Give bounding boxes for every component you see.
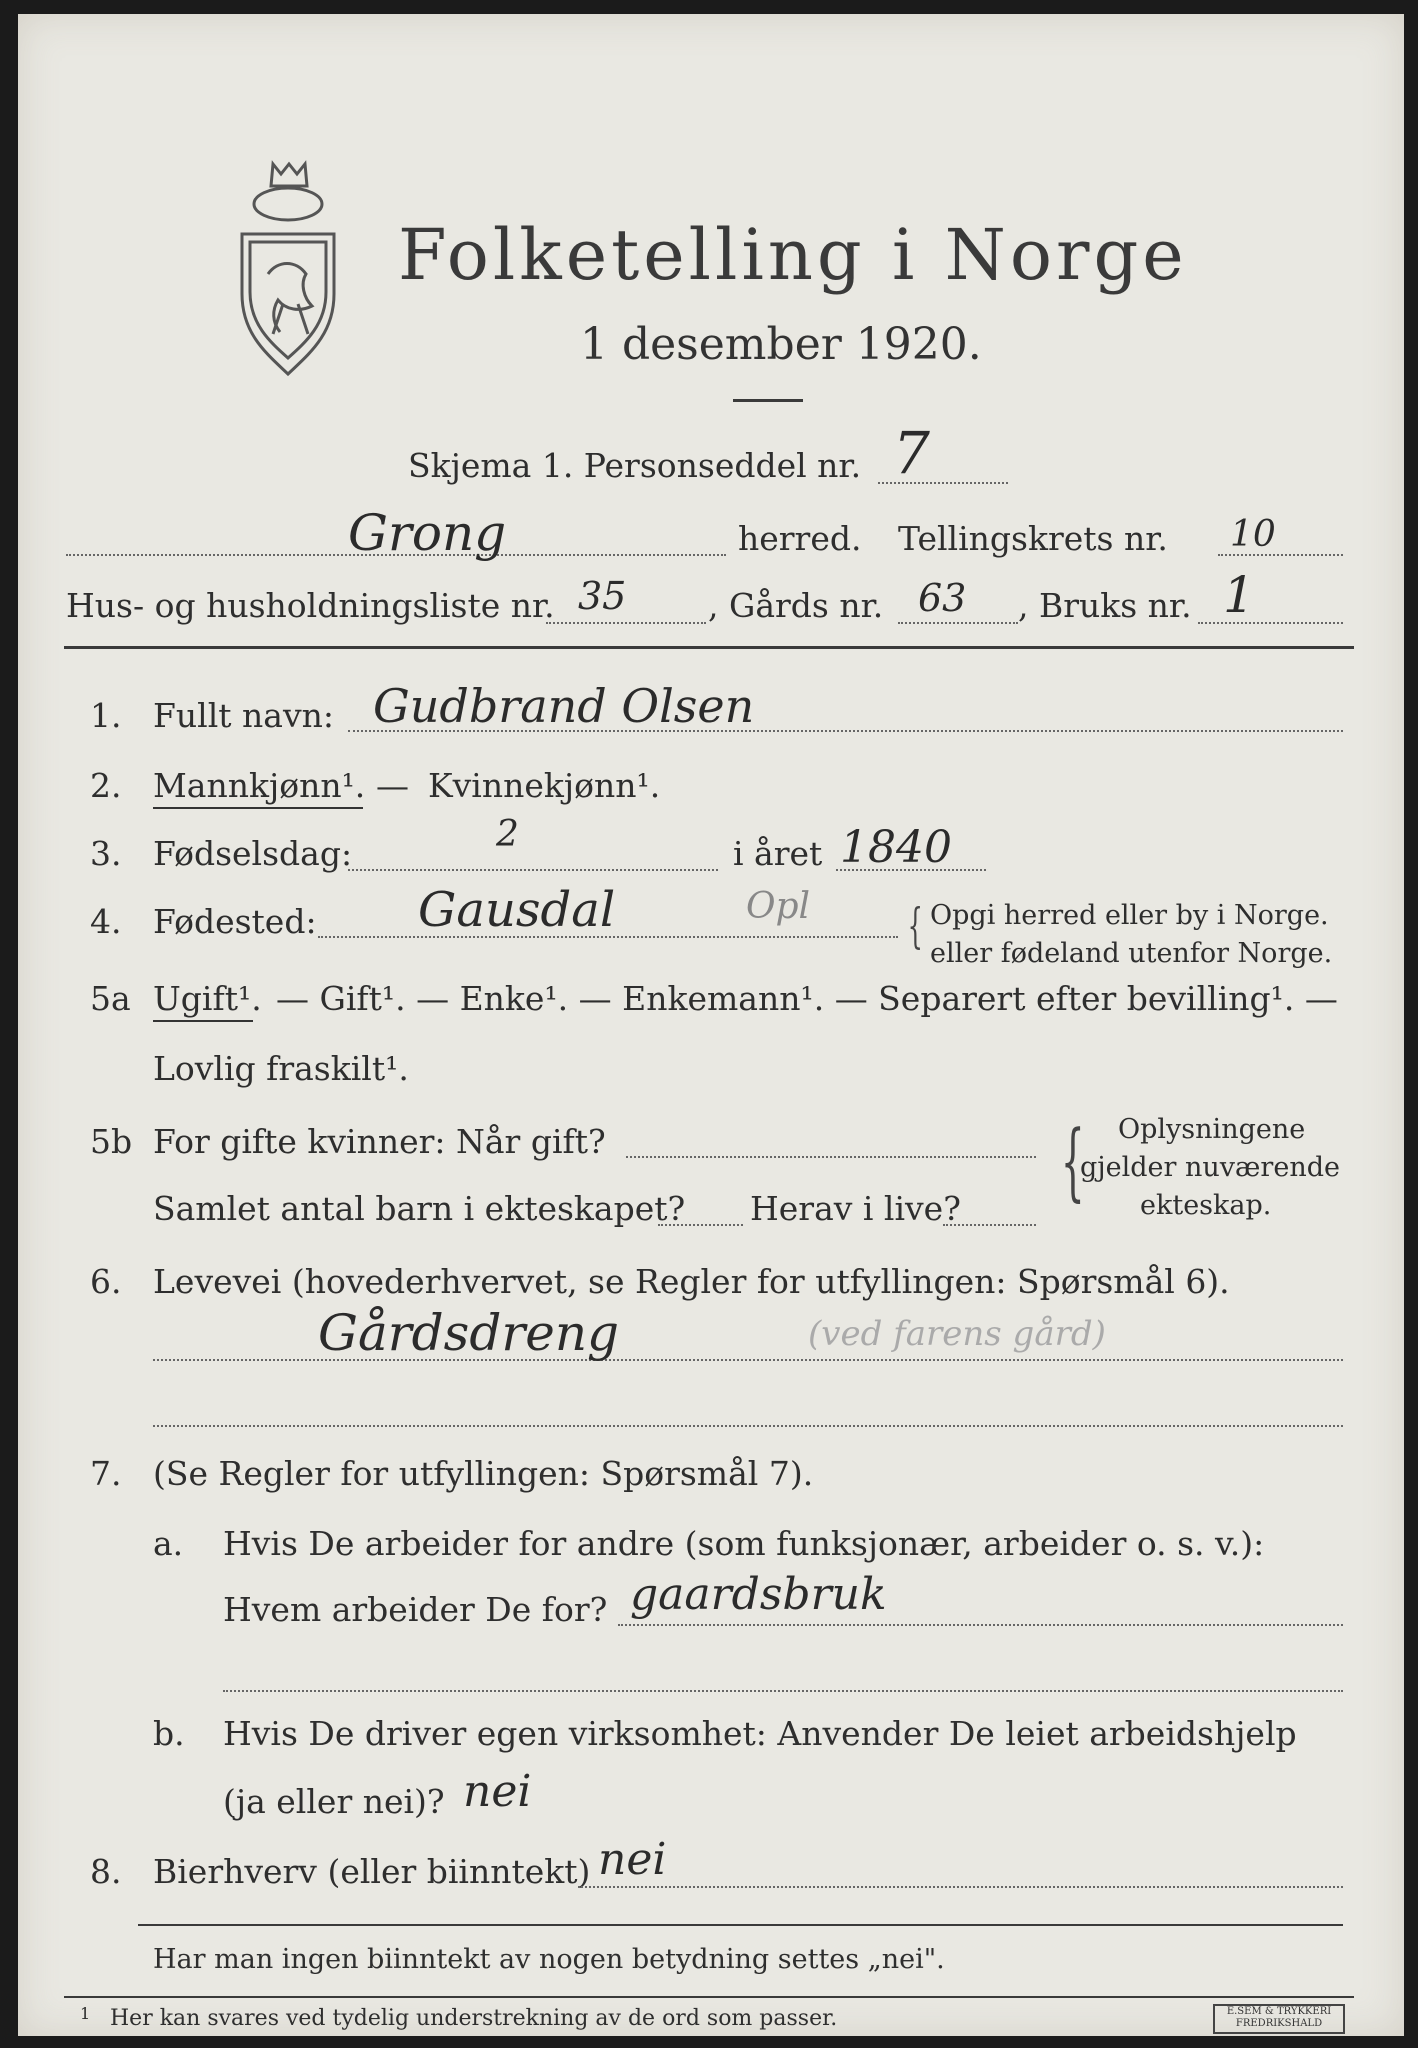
printer-stamp: [1213, 2004, 1345, 2034]
footnote-number: 1: [80, 2004, 91, 2023]
q4-number: 4.: [90, 902, 122, 941]
q3-year-label: i året: [733, 834, 823, 873]
q5a-ugift-underline: [153, 1020, 253, 1022]
q5b-label-3: Herav i live?: [750, 1189, 961, 1228]
hus-line: [546, 622, 706, 624]
q4-note-1: Opgi herred eller by i Norge.: [930, 900, 1329, 931]
q7b-letter: b.: [153, 1714, 185, 1753]
q7-number: 7.: [90, 1454, 122, 1493]
q5b-alive-line: [943, 1224, 1036, 1226]
q4-value-secondary: Opl: [746, 886, 811, 927]
q5b-number: 5b: [90, 1122, 133, 1161]
krets-label: Tellingskrets nr.: [898, 519, 1168, 558]
q1-label: Fullt navn:: [153, 696, 334, 735]
bruks-label: , Bruks nr.: [1018, 586, 1192, 625]
q7b-value: nei: [463, 1766, 532, 1817]
q5a-ugift: Ugift¹.: [153, 979, 262, 1018]
q3-day-line: [348, 869, 718, 871]
form-title: Folketelling i Norge: [398, 214, 1188, 296]
q7a-line-2: [223, 1690, 1343, 1692]
q5b-note-3: ekteskap.: [1140, 1190, 1272, 1221]
q5b-note-2: gjelder nuværende: [1080, 1152, 1340, 1183]
q7a-letter: a.: [153, 1524, 184, 1563]
coat-of-arms-icon: [228, 154, 348, 379]
q2-male-underline: [153, 807, 363, 809]
q2-sep: —: [376, 766, 409, 805]
q7-label: (Se Regler for utfyllingen: Spørsmål 7).: [153, 1454, 814, 1493]
krets-value: 10: [1230, 514, 1276, 555]
q5a-options: — Gift¹. — Enke¹. — Enkemann¹. — Separert efter bevilling¹. —: [276, 979, 1338, 1018]
q7a-label-1: Hvis De arbeider for andre (som funksjonær, arbeider o. s. v.):: [223, 1524, 1265, 1563]
q8-line: [578, 1886, 1343, 1888]
q2-male: Mannkjønn¹.: [153, 766, 366, 805]
gards-line: [898, 622, 1018, 624]
q8-value: nei: [598, 1834, 667, 1885]
q3-year-value: 1840: [840, 822, 952, 873]
q4-value: Gausdal: [418, 882, 616, 938]
biinntekt-note: Har man ingen biinntekt av nogen betydning settes „nei".: [153, 1944, 945, 1975]
q6-line-2: [153, 1425, 1343, 1427]
q2-female: Kvinnekjønn¹.: [428, 766, 661, 805]
hus-label: Hus- og husholdningsliste nr.: [66, 586, 555, 625]
herred-label: herred.: [738, 519, 862, 558]
q4-note-2: eller fødeland utenfor Norge.: [930, 938, 1333, 969]
q1-value: Gudbrand Olsen: [373, 679, 755, 733]
q7b-label-2: (ja eller nei)?: [223, 1782, 445, 1821]
q7a-line-1: [618, 1624, 1343, 1626]
bruks-line: [1198, 622, 1343, 624]
footnote-rule: [64, 1996, 1354, 1998]
hus-value: 35: [578, 574, 627, 618]
q7a-value: gaardsbruk: [630, 1569, 887, 1620]
q2-number: 2.: [90, 766, 122, 805]
q3-number: 3.: [90, 834, 122, 873]
q4-brace: {: [907, 898, 923, 954]
q3-value: 2: [496, 814, 519, 855]
footnote-text: Her kan svares ved tydelig understrekning av de ord som passer.: [110, 2006, 838, 2031]
q5b-note-1: Oplysningene: [1118, 1114, 1306, 1145]
q5b-label-2: Samlet antal barn i ekteskapet?: [153, 1189, 686, 1228]
q7a-label-2: Hvem arbeider De for?: [223, 1590, 608, 1629]
schema-number-value: 7: [893, 419, 930, 487]
q6-value-secondary: (ved farens gård): [808, 1314, 1106, 1354]
q1-number: 1.: [90, 696, 122, 735]
q4-label: Fødested:: [153, 902, 317, 941]
q8-label: Bierhverv (eller biinntekt): [153, 1852, 591, 1891]
q5a-line2: Lovlig fraskilt¹.: [153, 1049, 409, 1088]
census-form: [18, 14, 1404, 2036]
q5b-brace: {: [1060, 1112, 1085, 1210]
q6-label: Levevei (hovederhvervet, se Regler for utfyllingen: Spørsmål 6).: [153, 1262, 1230, 1301]
stamp-line-2: FREDRIKSHALD: [1235, 2018, 1323, 2029]
gards-value: 63: [918, 576, 967, 620]
q8-number: 8.: [90, 1852, 122, 1891]
q6-value: Gårdsdreng: [318, 1304, 620, 1362]
q3-label: Fødselsdag:: [153, 834, 353, 873]
q6-number: 6.: [90, 1262, 122, 1301]
q5b-label-1: For gifte kvinner: Når gift?: [153, 1122, 606, 1161]
stamp-line-1: E.SEM & TRYKKERI: [1226, 2006, 1332, 2017]
title-divider: [733, 399, 803, 402]
bruks-value: 1: [1223, 566, 1255, 624]
q5a-number: 5a: [90, 979, 131, 1018]
form-date: 1 desember 1920.: [580, 319, 982, 370]
herred-value: Grong: [348, 504, 507, 562]
header-rule: [64, 646, 1354, 649]
q5b-children-line: [658, 1224, 743, 1226]
q7b-label-1: Hvis De driver egen virksomhet: Anvender De leiet arbeidshjelp: [223, 1714, 1297, 1753]
q5b-married-line: [626, 1156, 1036, 1158]
notes-rule: [138, 1924, 1343, 1926]
schema-label: Skjema 1. Personseddel nr.: [408, 446, 862, 485]
gards-label: , Gårds nr.: [708, 586, 884, 625]
